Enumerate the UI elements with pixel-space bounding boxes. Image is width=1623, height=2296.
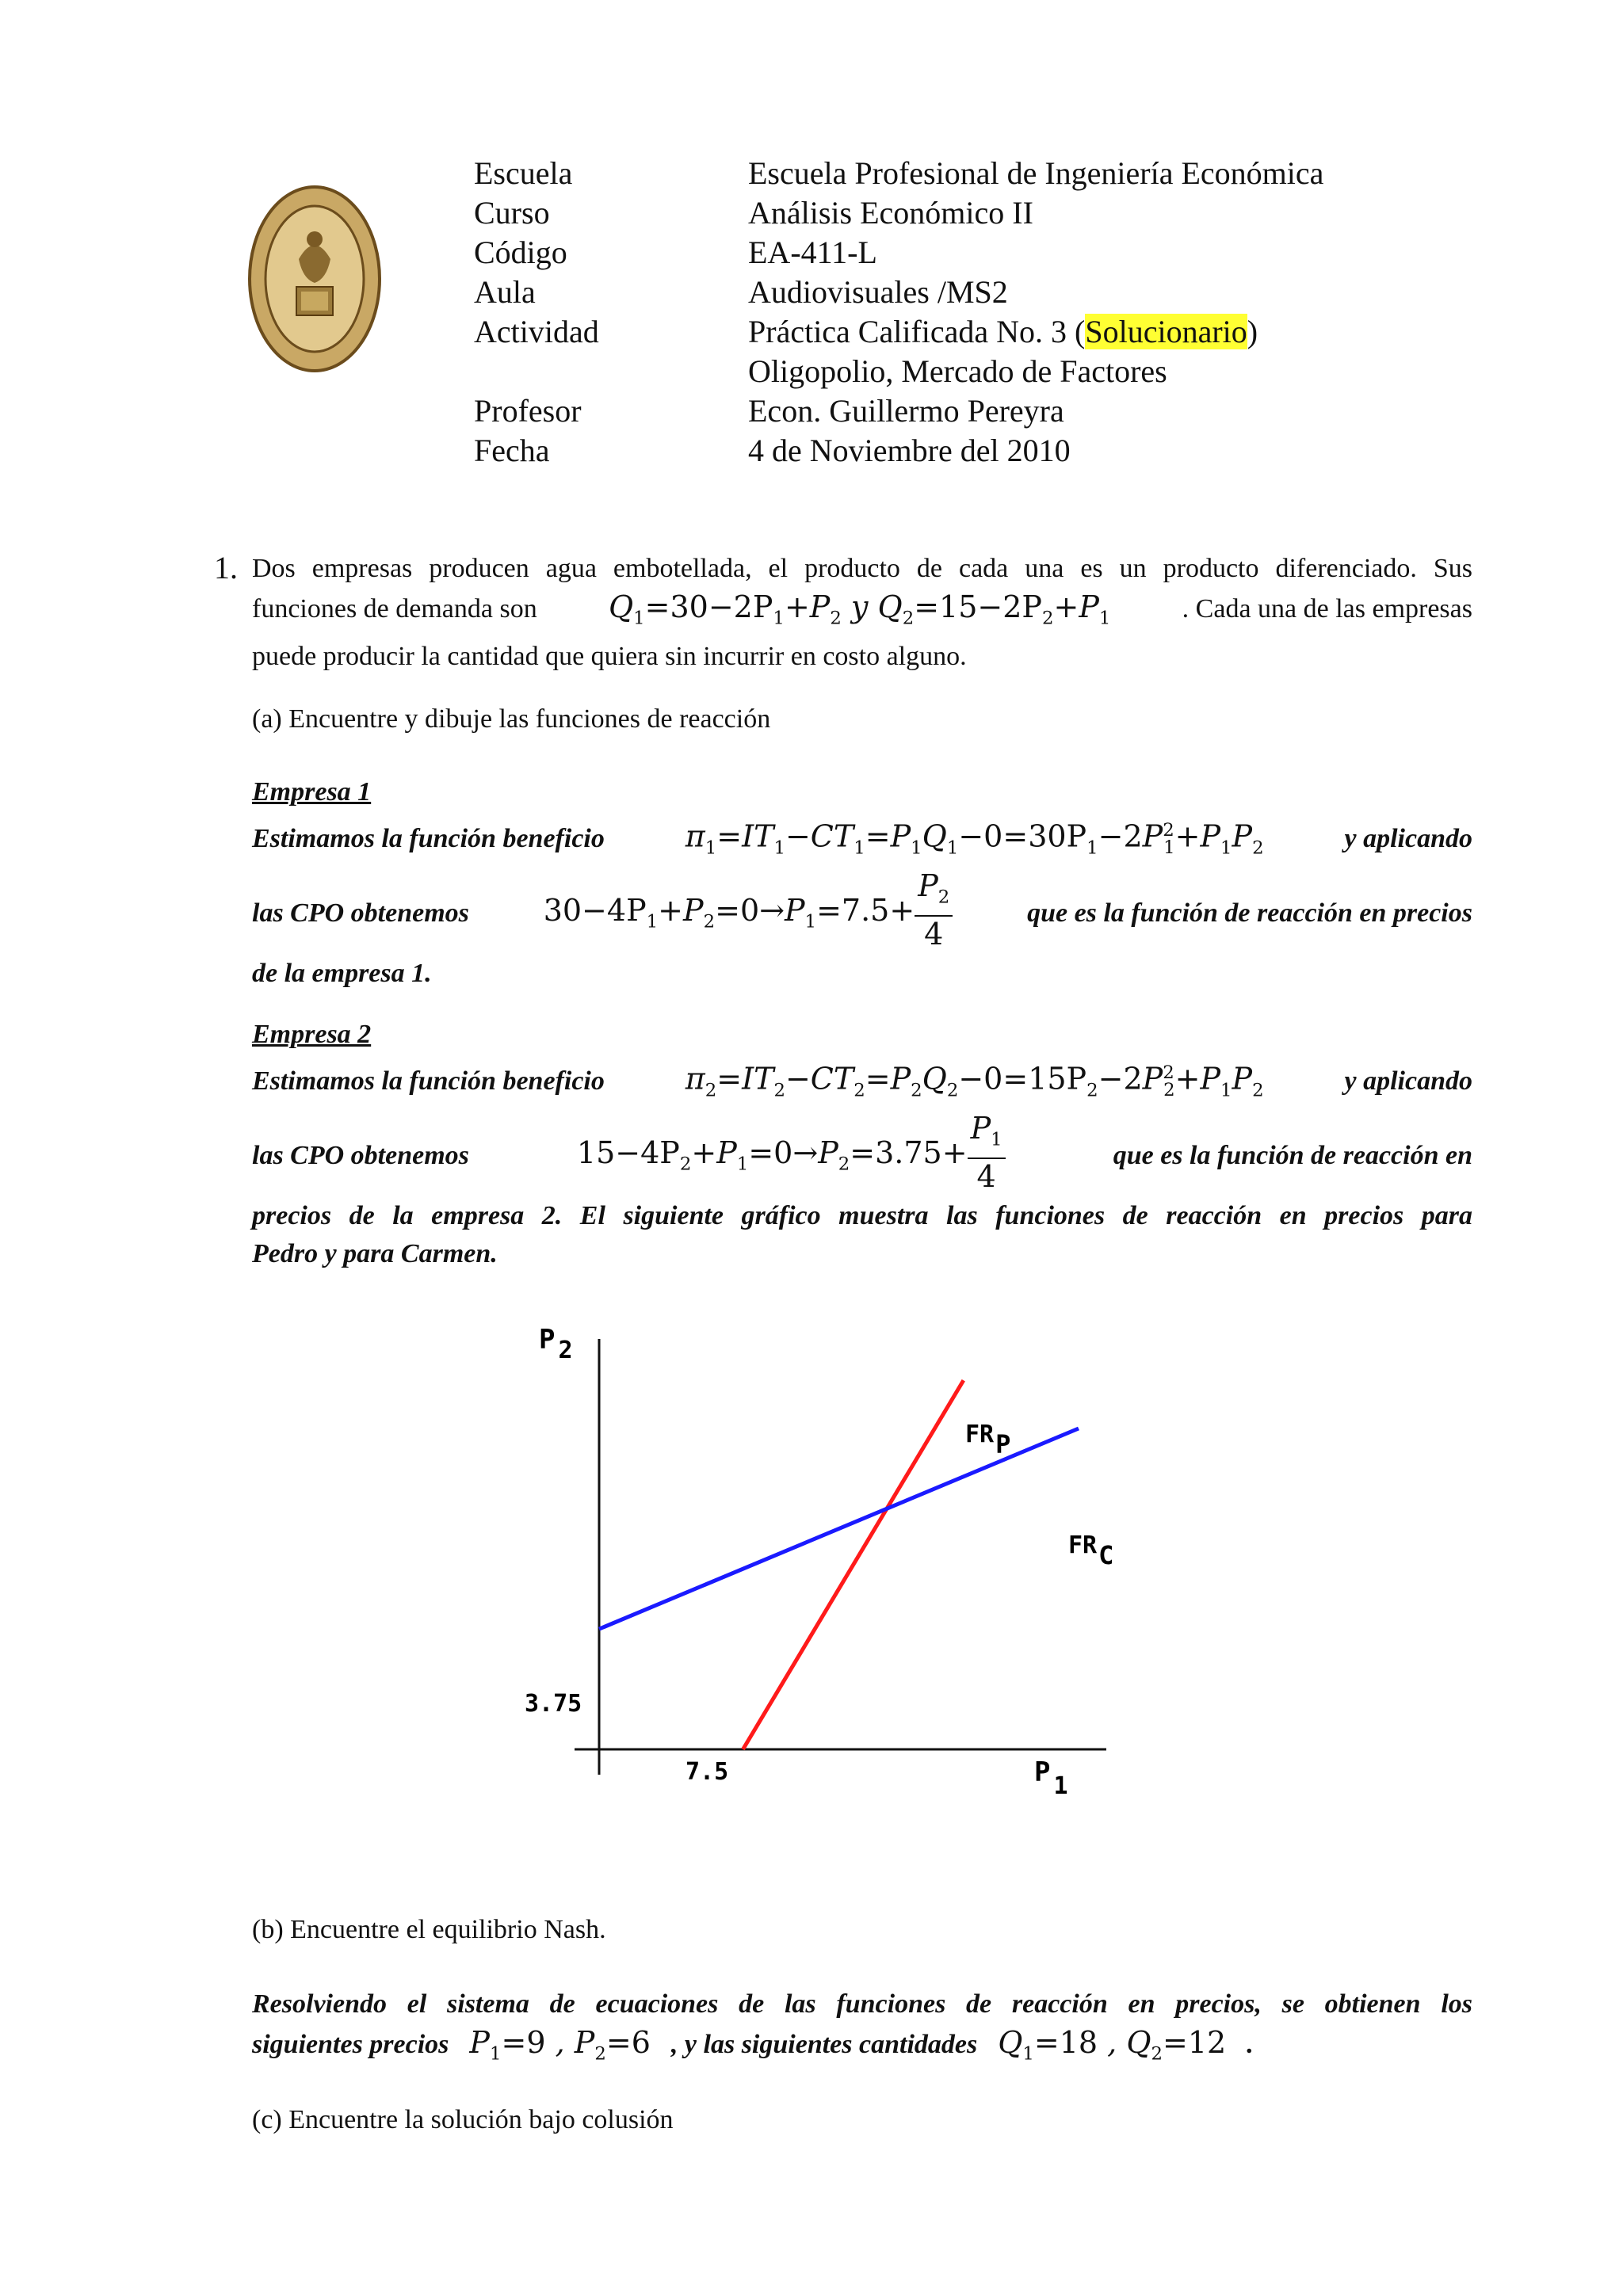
label-actividad: Actividad <box>474 314 599 349</box>
empresa2-section: Empresa 2 Estimamos la función beneficio $\pi_2=IT_2-CT_2=P_2Q_2-0=15P_2-2P^2_2+P_1P_2$ y aplicando las CPO obtenemos $15-4P_2+P_1=0\to P_2=3.75+$ $\frac{P_1}{4}$ que es la función de reacción en precios de la empresa 2. El siguiente gráfico muestra las funciones de reacción en precios para Pedro y para Carmen. <box>252 1016 1472 1273</box>
value-codigo: EA-411-L <box>748 235 877 270</box>
nash-prices: $P_1=9$ , $P_2=6$ <box>469 2025 651 2065</box>
reaction-line-fr-p <box>743 1380 964 1749</box>
label-escuela: Escuela <box>474 155 573 191</box>
reaction-functions-chart <box>507 1315 1125 1822</box>
profit-function-1: $\pi_1=IT_1-CT_1=P_1Q_1-0=30P_1-2P^2_1+P_1P_2$ <box>685 818 1264 859</box>
value-escuela: Escuela Profesional de Ingeniería Económica <box>748 155 1324 191</box>
y-tick-label: 3.75 <box>525 1690 582 1718</box>
value-aula: Audiovisuales /MS2 <box>748 274 1008 310</box>
y-axis-label: P 2 <box>539 1324 573 1364</box>
nash-quantities: $Q_1=18$ , $Q_2=12$ <box>998 2025 1227 2065</box>
part-b-solution: Resolviendo el sistema de ecuaciones de las funciones de reacción en precios, se obtienen los siguientes precios $P_1=9$ , $P_2=6$ , y las siguientes cantidades $Q_1=18$ , $Q_2=12$ . <box>252 1985 1472 2073</box>
label-codigo: Código <box>474 235 567 270</box>
series-label-fr-c: FRC <box>1068 1531 1114 1570</box>
label-fecha: Fecha <box>474 433 550 468</box>
empresa1-title: Empresa 1 <box>252 777 372 807</box>
part-b-question: (b) Encuentre el equilibrio Nash. <box>252 1915 606 1944</box>
profit-function-2: $\pi_2=IT_2-CT_2=P_2Q_2-0=15P_2-2P^2_2+P_1P_2$ <box>685 1061 1264 1101</box>
x-tick-label: 7.5 <box>685 1758 729 1786</box>
university-seal <box>247 184 382 374</box>
reaction-function-1: $30-4P_1+P_2=0\to P_1=7.5+$ $\frac{P_2}{4}$ <box>544 871 953 955</box>
value-curso: Análisis Económico II <box>748 195 1033 231</box>
x-axis-label: P 1 <box>1034 1756 1068 1800</box>
empresa1-section: Empresa 1 Estimamos la función beneficio $\pi_1=IT_1-CT_1=P_1Q_1-0=30P_1-2P^2_1+P_1P_2$ y aplicando las CPO obtenemos $30-4P_1+P_2=0\to P_1=7.5+$ $\frac{P_2}{4}$ que es la función de reacción en precios de la empresa 1. <box>252 773 1472 993</box>
value-actividad: Práctica Calificada No. 3 (Solucionario) <box>748 314 1258 349</box>
solucionario-highlight: Solucionario <box>1085 314 1247 349</box>
reaction-function-2: $15-4P_2+P_1=0\to P_2=3.75+$ $\frac{P_1}{4}$ <box>577 1114 1006 1197</box>
value-fecha: 4 de Noviembre del 2010 <box>748 433 1071 468</box>
label-profesor: Profesor <box>474 393 582 429</box>
header-values <box>748 154 1588 471</box>
label-aula: Aula <box>474 274 536 310</box>
part-c-question: (c) Encuentre la solución bajo colusión <box>252 2105 674 2134</box>
series-label-fr-p: FRP <box>965 1421 1011 1459</box>
part-a-question: (a) Encuentre y dibuje las funciones de reacción <box>252 704 771 734</box>
value-profesor: Econ. Guillermo Pereyra <box>748 393 1064 429</box>
label-curso: Curso <box>474 195 550 231</box>
demand-functions: $Q_1=30-2P_1+P_2$ y $Q_2=15-2P_2+P_1$ <box>608 589 1111 629</box>
problem-intro: Dos empresas producen agua embotellada, el producto de cada una es un producto diferenciado. Sus funciones de demanda son $Q_1=30-2P_1+P_2$ y $Q_2=15-2P_2+P_1$ . Cada una de las empresas puede producir la cantidad que quiera sin incurrir en costo alguno. <box>252 554 1472 671</box>
empresa2-title: Empresa 2 <box>252 1020 372 1049</box>
header-labels <box>474 154 735 471</box>
problem-number: 1. <box>214 550 238 585</box>
value-actividad-line2: Oligopolio, Mercado de Factores <box>748 353 1167 389</box>
